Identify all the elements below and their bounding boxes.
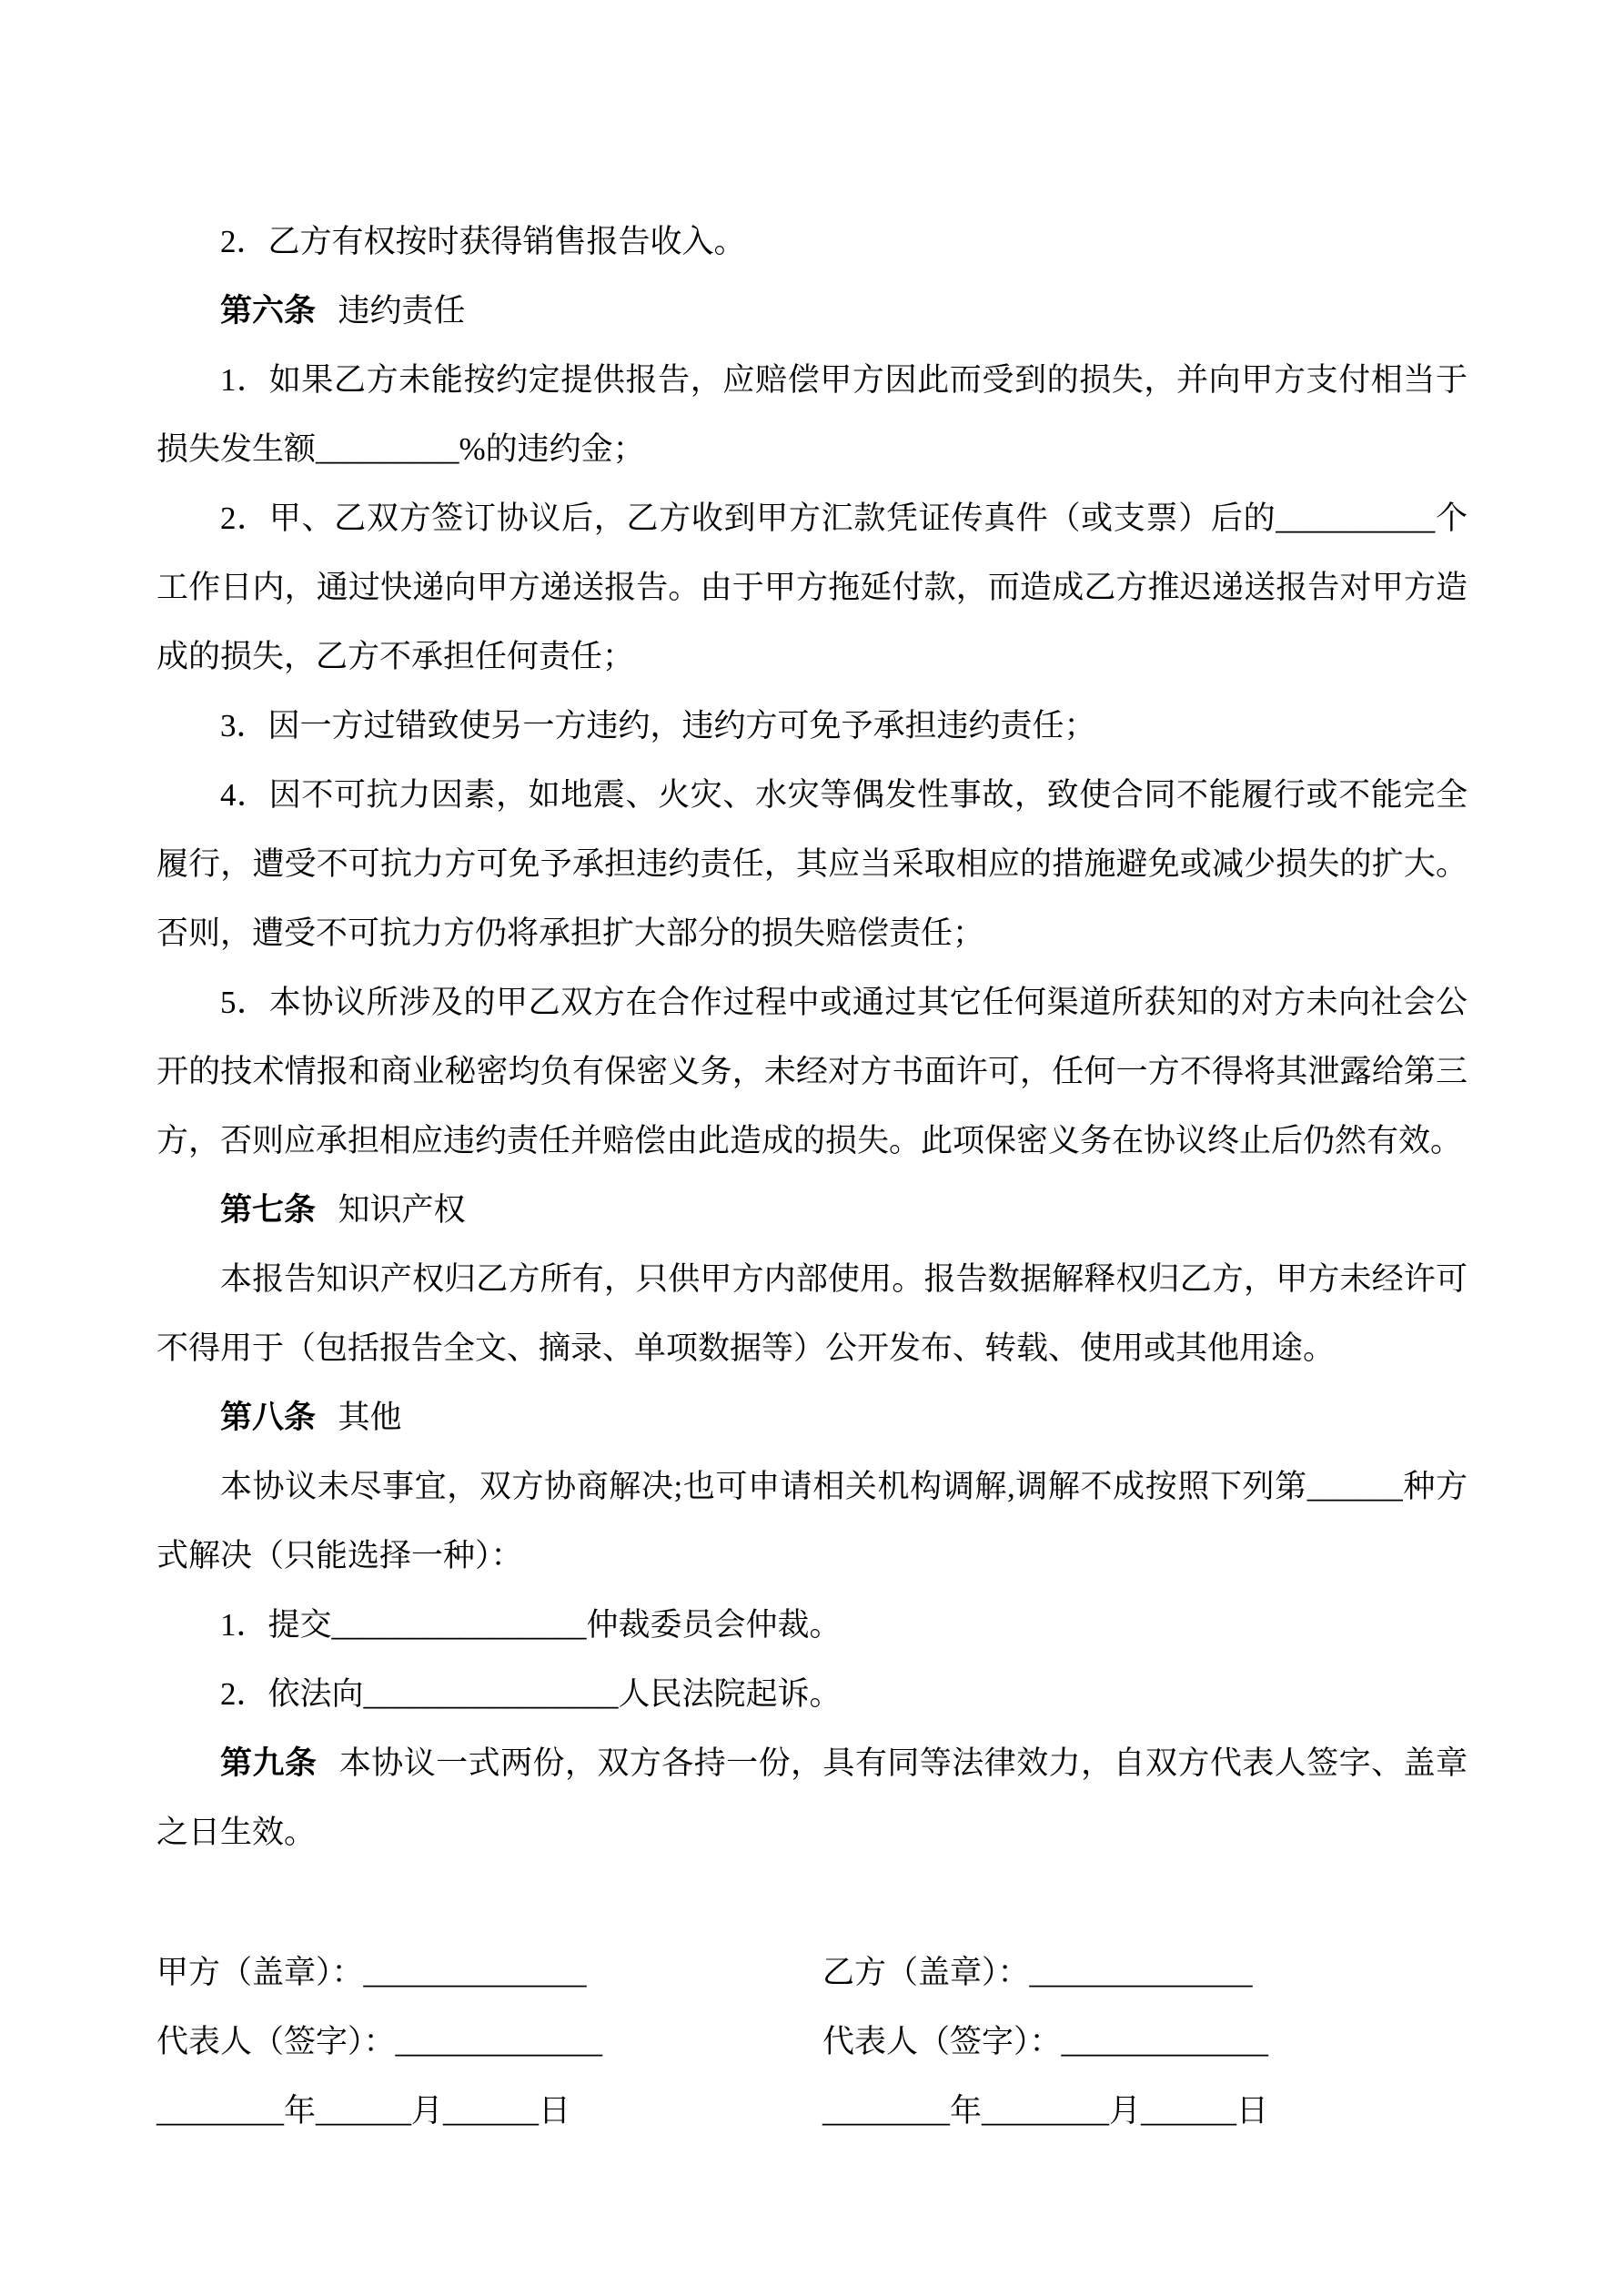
paragraph-sales-income: 2．乙方有权按时获得销售报告收入。: [220, 224, 746, 259]
party-a-signature-column: [156, 1938, 822, 2146]
clause-8-heading: [156, 1383, 1468, 1452]
clause-7-number: 第七条: [220, 1192, 317, 1228]
clause-6-item-2: 2．甲、乙双方签订协议后，乙方收到甲方汇款凭证传真件（或支票）后的__________个工作日内，通过快递向甲方递送报告。由于甲方拖延付款，而造成乙方推迟递送报告对甲方造成的损失，乙方不承担任何责任；: [156, 501, 1468, 674]
clause-6-item-3: 3．因一方过错致使另一方违约，违约方可免予承担违约责任；: [220, 708, 1096, 743]
clause-8-option-2: 2．依法向________________人民法院起诉。: [220, 1676, 842, 1712]
clause-7-heading: [156, 1176, 1468, 1245]
party-a-seal-line: 甲方（盖章）：______________: [156, 1955, 587, 1990]
party-a-date-line: ________年______月______日: [156, 2093, 571, 2129]
clause-6-title: 违约责任: [338, 293, 466, 329]
clause-6-item-4: 4．因不可抗力因素，如地震、火灾、水灾等偶发性事故，致使合同不能履行或不能完全履行，遭受不可抗力方可免予承担违约责任，其应当采取相应的措施避免或减少损失的扩大。否则，遭受不可抗力方仍将承担扩大部分的损失赔偿责任；: [156, 777, 1468, 951]
clause-6-item-5: 5．本协议所涉及的甲乙双方在合作过程中或通过其它任何渠道所获知的对方未向社会公开的技术情报和商业秘密均负有保密义务，未经对方书面许可，任何一方不得将其泄露给第三方，否则应承担相应违约责任并赔偿由此造成的损失。此项保密义务在协议终止后仍然有效。: [156, 985, 1468, 1158]
clause-8-title: 其他: [338, 1400, 402, 1435]
clause-7-body: 本报告知识产权归乙方所有，只供甲方内部使用。报告数据解释权归乙方，甲方未经许可不得用于（包括报告全文、摘录、单项数据等）公开发布、转载、使用或其他用途。: [156, 1261, 1468, 1366]
party-b-representative-line: 代表人（签字）：_____________: [822, 2024, 1269, 2059]
clause-6-number: 第六条: [220, 293, 317, 329]
party-b-seal-line: 乙方（盖章）：______________: [822, 1955, 1253, 1990]
clause-9-number: 第九条: [220, 1745, 318, 1781]
party-b-date-line: ________年________月______日: [822, 2093, 1269, 2129]
clause-6-heading: [156, 277, 1468, 346]
clause-8-body: 本协议未尽事宜，双方协商解决;也可申请相关机构调解,调解不成按照下列第______种方式解决（只能选择一种）：: [156, 1469, 1468, 1573]
clause-9-paragraph: [156, 1729, 1468, 1867]
signature-block: [156, 1938, 1468, 2146]
clause-8-option-1: 1．提交________________仲裁委员会仲裁。: [220, 1607, 842, 1643]
party-b-signature-column: [822, 1938, 1468, 2146]
clause-9-body: 本协议一式两份，双方各持一份，具有同等法律效力，自双方代表人签字、盖章之日生效。: [156, 1745, 1468, 1850]
clause-6-item-1: 1．如果乙方未能按约定提供报告，应赔偿甲方因此而受到的损失，并向甲方支付相当于损失发生额_________%的违约金；: [156, 362, 1468, 467]
party-a-representative-line: 代表人（签字）：_____________: [156, 2024, 603, 2059]
clause-7-title: 知识产权: [338, 1192, 466, 1228]
clause-8-number: 第八条: [220, 1400, 317, 1435]
